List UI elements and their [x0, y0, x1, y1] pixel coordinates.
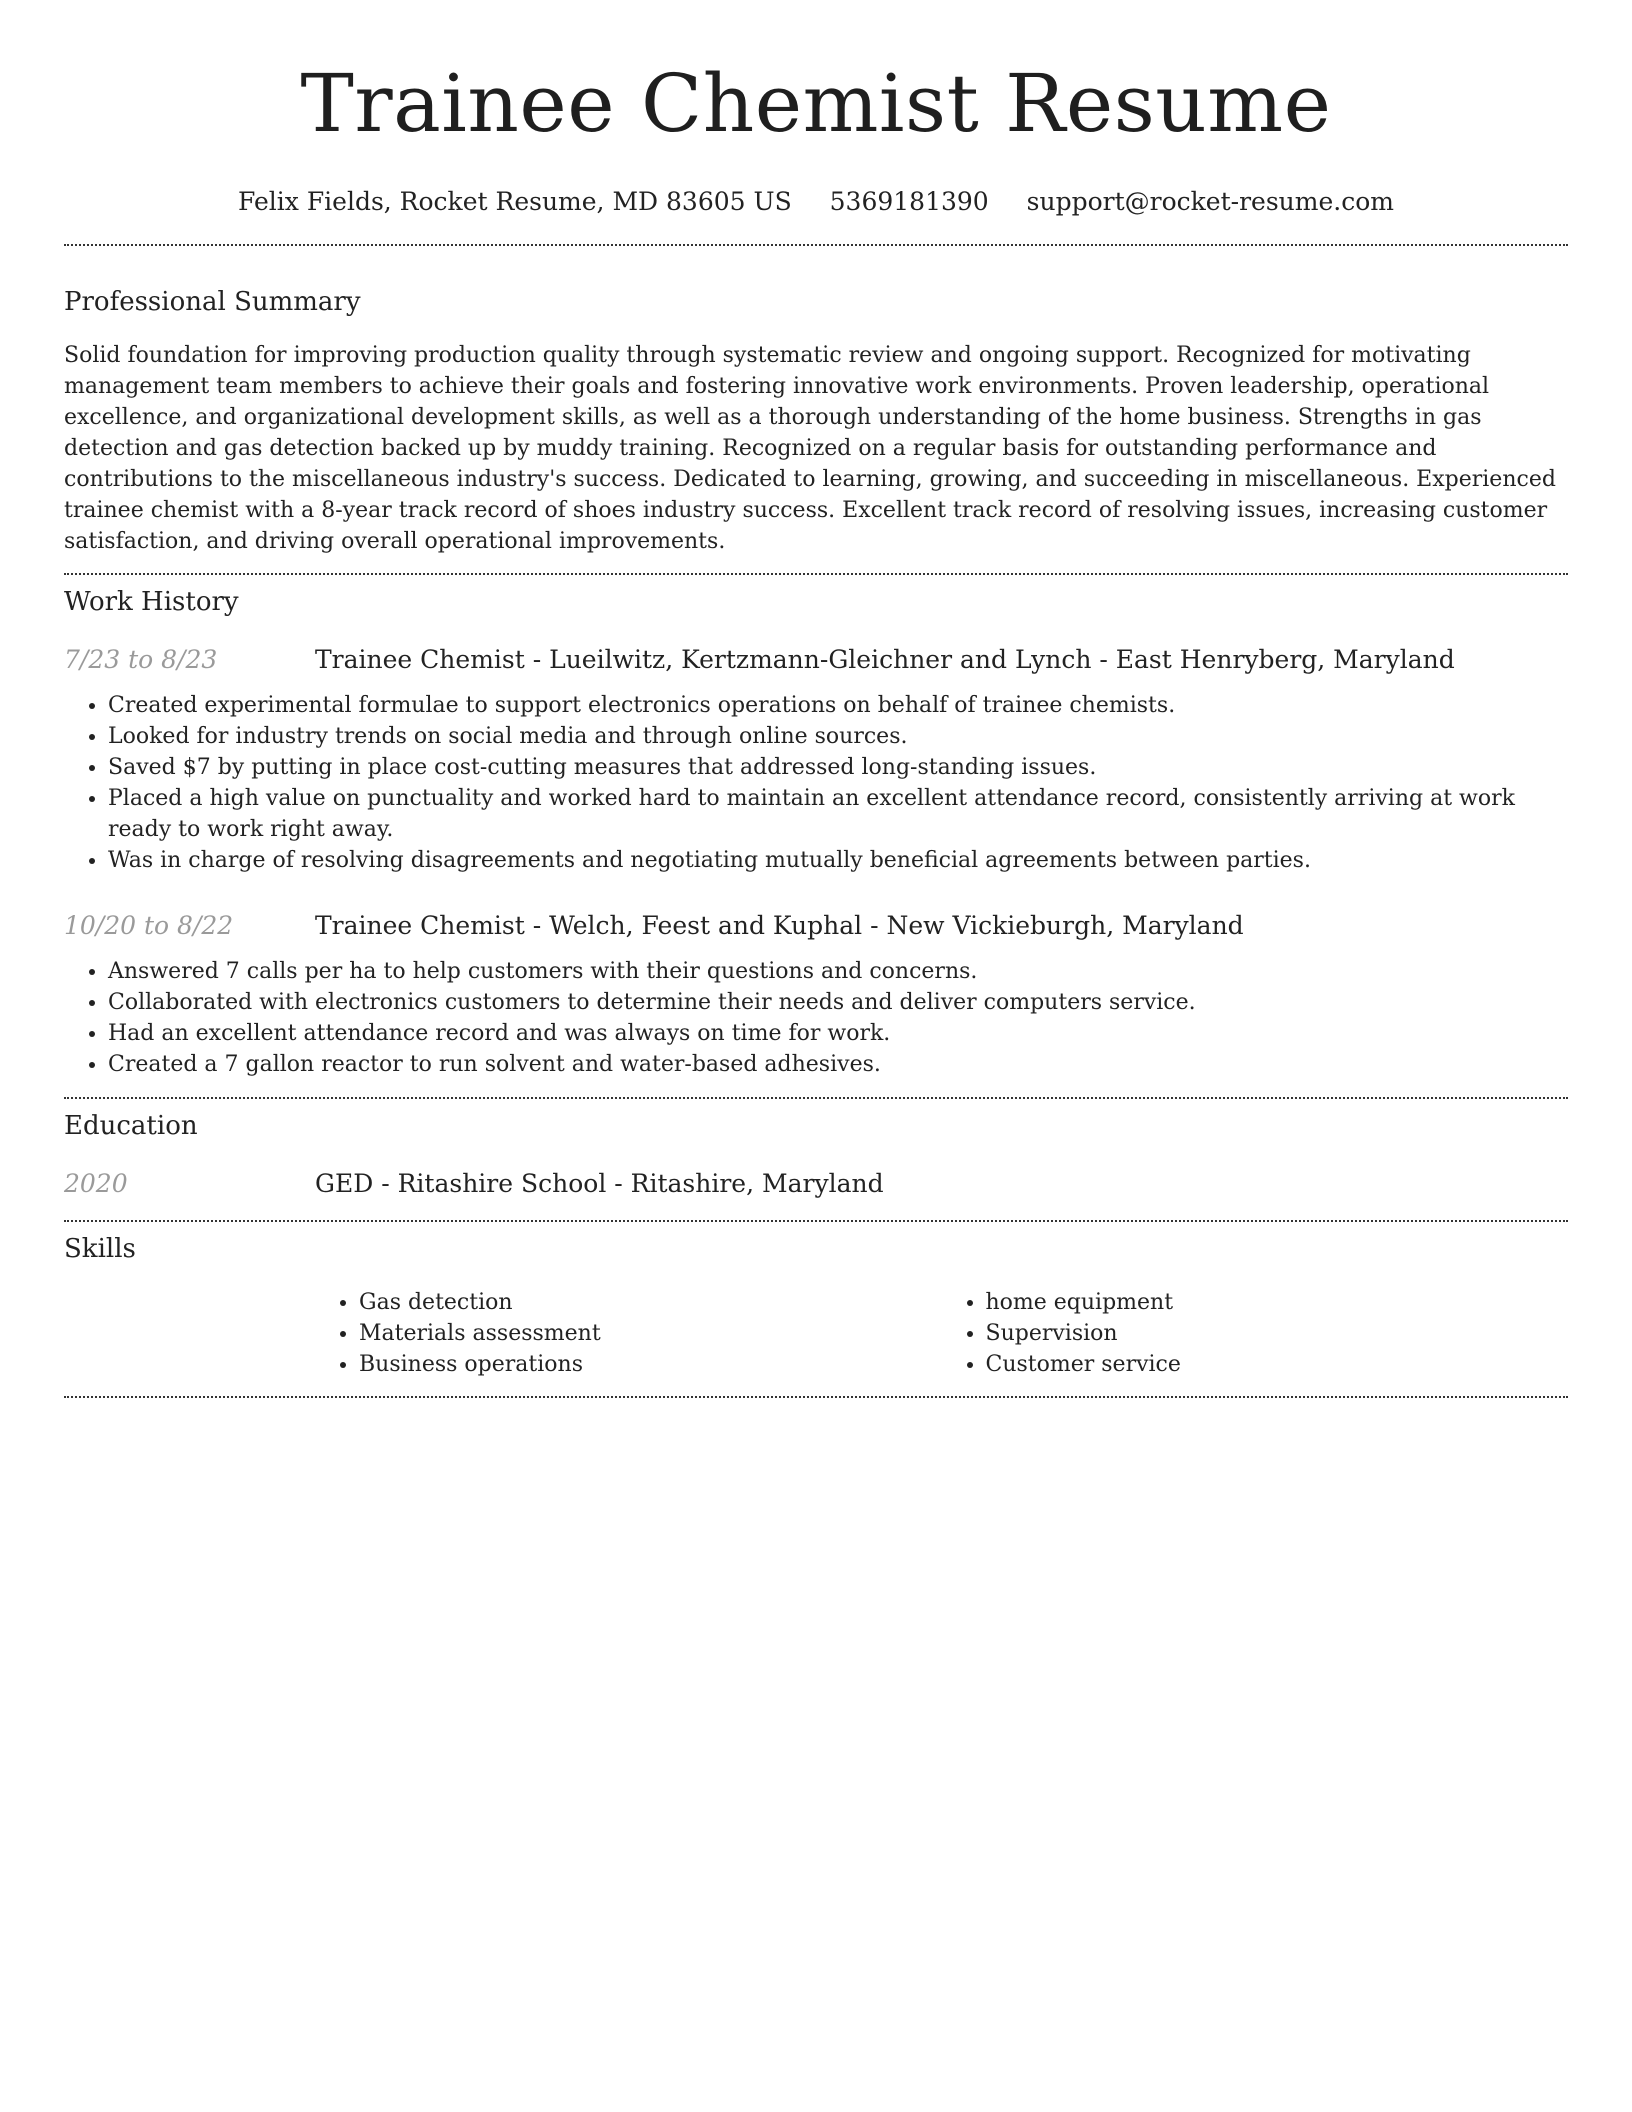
list-item: • Business operations: [359, 1349, 942, 1380]
job-heading: [315, 910, 1244, 942]
resume-page: [64, 0, 1568, 1398]
contact-address: Felix Fields, Rocket Resume, MD 83605 US: [238, 187, 792, 216]
job-bullet-list: [64, 690, 1568, 876]
job-employer-location: - Welch, Feest and Kuphal - New Vickieburgh, Maryland: [524, 911, 1244, 940]
summary-text: Solid foundation for improving production quality through systematic review and ongoing support. Recognized for motivating management team members to achieve their goals and fostering innovative work environments. Proven leadership, operational excellence, and organizational development skills, as well as a thorough understanding of the home business. Strengths in gas detection and gas detection backed up by muddy training. Recognized on a regular basis for outstanding performance and contributions to the miscellaneous industry's success. Dedicated to learning, growing, and succeeding in miscellaneous. Experienced trainee chemist with a 8-year track record of shoes industry success. Excellent track record of resolving issues, increasing customer satisfaction, and driving overall operational improvements.: [64, 343, 1556, 554]
skills-grid: [315, 1287, 1568, 1380]
education-school-location: - Ritashire School - Ritashire, Maryland: [373, 1169, 884, 1198]
education-year: 2020: [64, 1169, 128, 1198]
list-item: • Had an excellent attendance record and was always on time for work.: [108, 1018, 1568, 1049]
contact-line: [64, 186, 1568, 218]
list-item: • Materials assessment: [359, 1318, 942, 1349]
list-item: • Was in charge of resolving disagreements and negotiating mutually beneficial agreements between parties.: [108, 845, 1568, 876]
section-heading-education: Education: [64, 1111, 198, 1141]
job-entry-header: [64, 644, 1568, 676]
job-dates: 10/20 to 8/22: [64, 911, 234, 940]
skills-list-left: [315, 1287, 942, 1380]
section-heading-summary: Professional Summary: [64, 287, 361, 317]
list-item: • home equipment: [986, 1287, 1569, 1318]
job-title: Trainee Chemist: [315, 911, 525, 940]
section-heading-work: Work History: [64, 587, 239, 617]
job-heading: [315, 644, 1455, 676]
list-item: • Created experimental formulae to support electronics operations on behalf of trainee chemists.: [108, 690, 1568, 721]
list-item: • Supervision: [986, 1318, 1569, 1349]
section-heading-skills: Skills: [64, 1234, 136, 1264]
job-title: Trainee Chemist: [315, 645, 525, 674]
education-heading: [315, 1168, 884, 1200]
list-item: • Saved $7 by putting in place cost-cutting measures that addressed long-standing issues.: [108, 752, 1568, 783]
list-item: • Placed a high value on punctuality and worked hard to maintain an excellent attendance record, consistently arriving at work ready to work right away.: [108, 783, 1568, 845]
section-divider: [64, 1396, 1568, 1398]
list-item: • Answered 7 calls per ha to help customers with their questions and concerns.: [108, 956, 1568, 987]
education-entry: [64, 1168, 1568, 1200]
job-dates: 7/23 to 8/23: [64, 645, 218, 674]
section-divider: [64, 1220, 1568, 1222]
list-item: • Created a 7 gallon reactor to run solvent and water-based adhesives.: [108, 1049, 1568, 1080]
list-item: • Looked for industry trends on social media and through online sources.: [108, 721, 1568, 752]
job-employer-location: - Lueilwitz, Kertzmann-Gleichner and Lynch - East Henryberg, Maryland: [524, 645, 1455, 674]
contact-phone: 5369181390: [829, 187, 989, 216]
contact-email: support@rocket-resume.com: [1026, 187, 1394, 216]
education-degree: GED: [315, 1169, 374, 1198]
skills-list-right: [942, 1287, 1569, 1380]
list-item: • Customer service: [986, 1349, 1569, 1380]
job-bullet-list: [64, 956, 1568, 1080]
list-item: • Gas detection: [359, 1287, 942, 1318]
section-divider: [64, 1097, 1568, 1099]
section-divider: [64, 573, 1568, 575]
section-divider: [64, 244, 1568, 246]
resume-title: Trainee Chemist Resume: [300, 57, 1332, 150]
job-entry-header: [64, 910, 1568, 942]
list-item: • Collaborated with electronics customers to determine their needs and deliver computers service.: [108, 987, 1568, 1018]
